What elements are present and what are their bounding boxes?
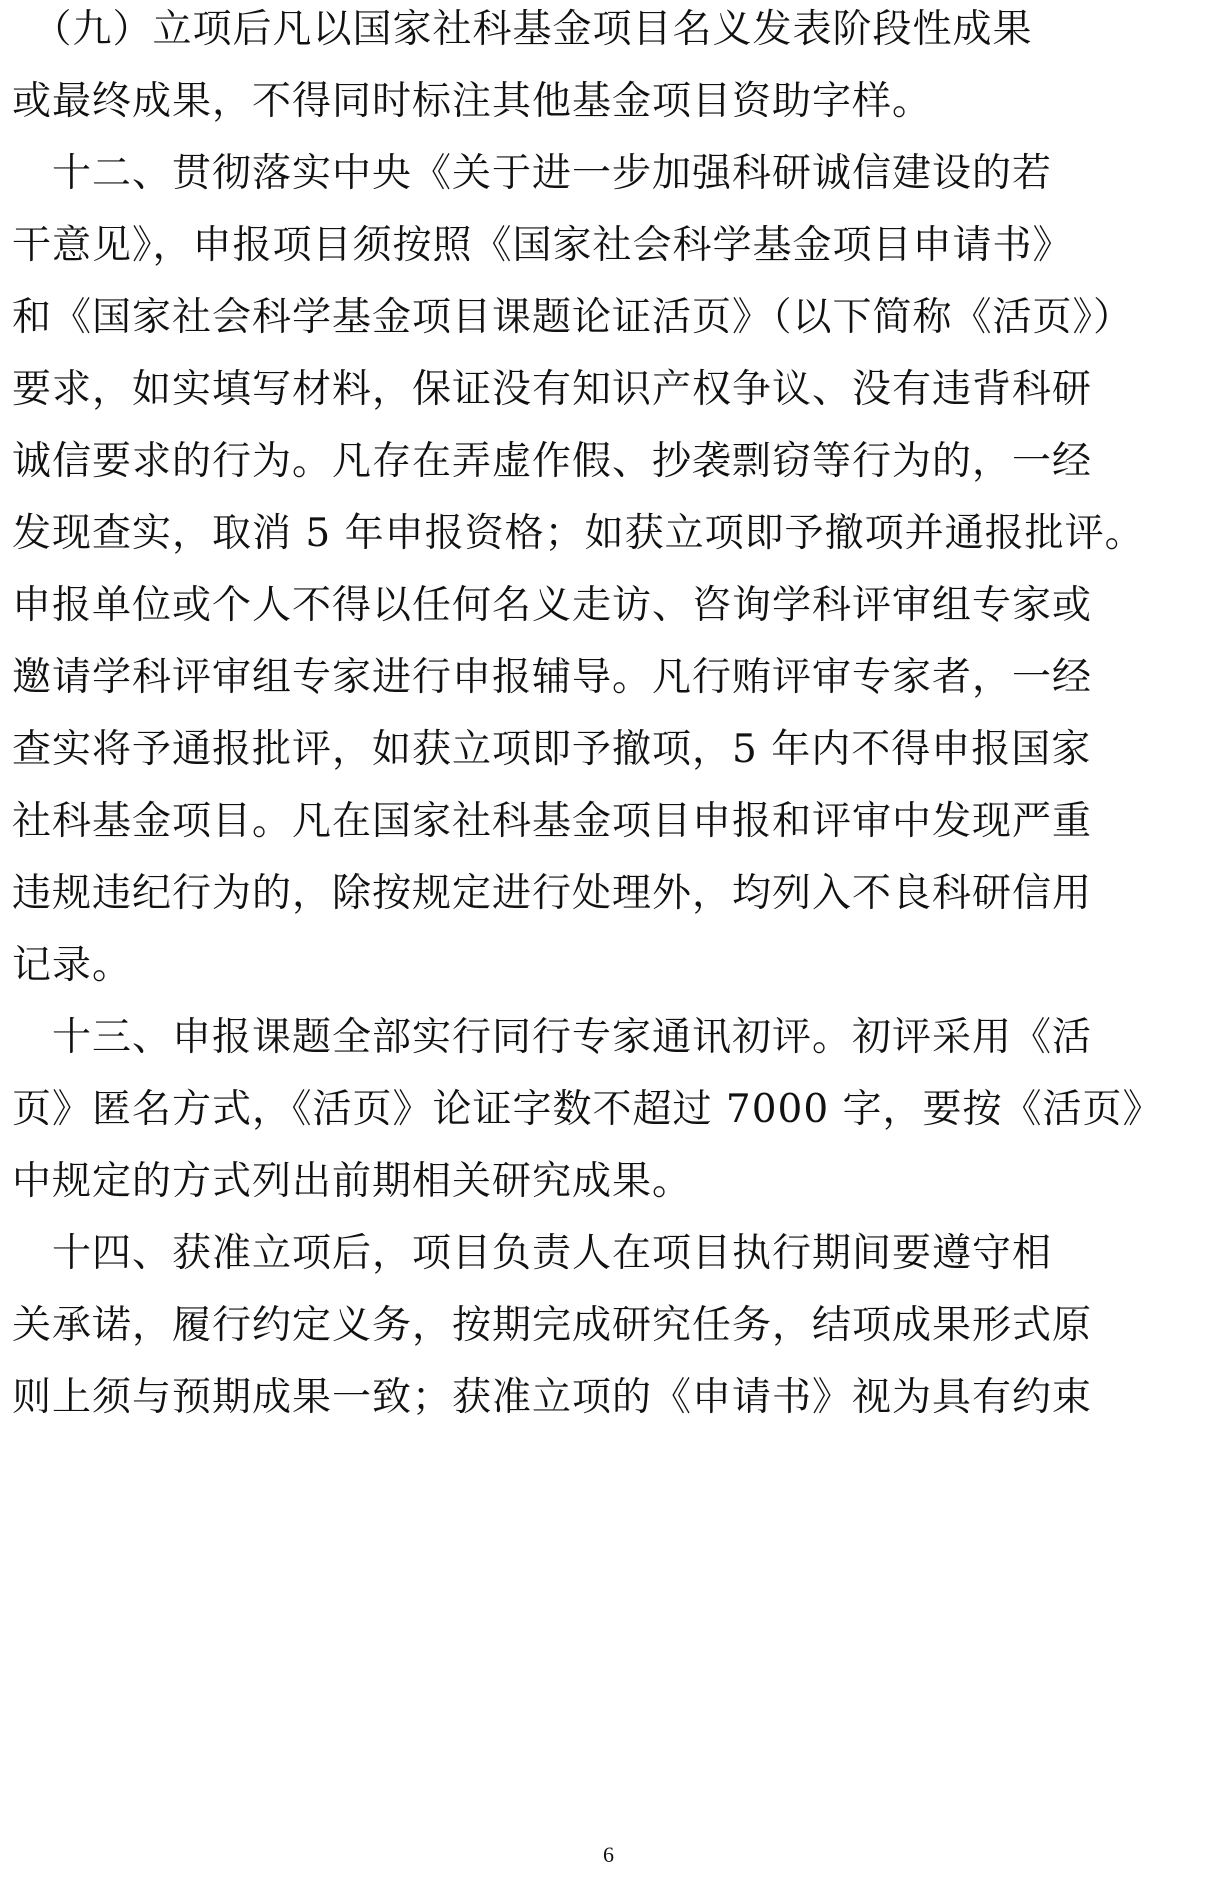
text-line: 查实将予通报批评，如获立项即予撤项，5 年内不得申报国家 (12, 727, 1092, 772)
text-line: 十三、申报课题全部实行同行专家通讯初评。初评采用《活 (12, 1015, 1093, 1060)
text-line: 十四、获准立项后，项目负责人在项目执行期间要遵守相 (12, 1231, 1053, 1276)
text-line: 干意见》，申报项目须按照《国家社会科学基金项目申请书》 (12, 223, 1073, 268)
page-number: 6 (603, 1842, 614, 1867)
text-line: （九）立项后凡以国家社科基金项目名义发表阶段性成果 (12, 7, 1033, 52)
text-line: 十二、贯彻落实中央《关于进一步加强科研诚信建设的若 (12, 151, 1053, 196)
text-line: 则上须与预期成果一致；获准立项的《申请书》视为具有约束 (12, 1375, 1093, 1420)
text-line: 和《国家社会科学基金项目课题论证活页》（以下简称《活页》） (12, 295, 1134, 340)
text-line: 邀请学科评审组专家进行申报辅导。凡行贿评审专家者，一经 (12, 655, 1093, 700)
text-line: 发现查实，取消 5 年申报资格；如获立项即予撤项并通报批评。 (12, 511, 1145, 556)
text-line: 记录。 (12, 943, 133, 988)
text-line: 中规定的方式列出前期相关研究成果。 (12, 1159, 693, 1204)
text-line: 诚信要求的行为。凡存在弄虚作假、抄袭剽窃等行为的，一经 (12, 439, 1093, 484)
text-line: 违规违纪行为的，除按规定进行处理外，均列入不良科研信用 (12, 871, 1093, 916)
text-line: 社科基金项目。凡在国家社科基金项目申报和评审中发现严重 (12, 799, 1093, 844)
text-line: 关承诺，履行约定义务，按期完成研究任务，结项成果形式原 (12, 1303, 1093, 1348)
text-line: 页》匿名方式，《活页》论证字数不超过 7000 字，要按《活页》 (12, 1087, 1163, 1132)
text-line: 或最终成果，不得同时标注其他基金项目资助字样。 (12, 79, 933, 124)
text-line: 要求，如实填写材料，保证没有知识产权争议、没有违背科研 (12, 367, 1093, 412)
text-line: 申报单位或个人不得以任何名义走访、咨询学科评审组专家或 (12, 583, 1093, 628)
